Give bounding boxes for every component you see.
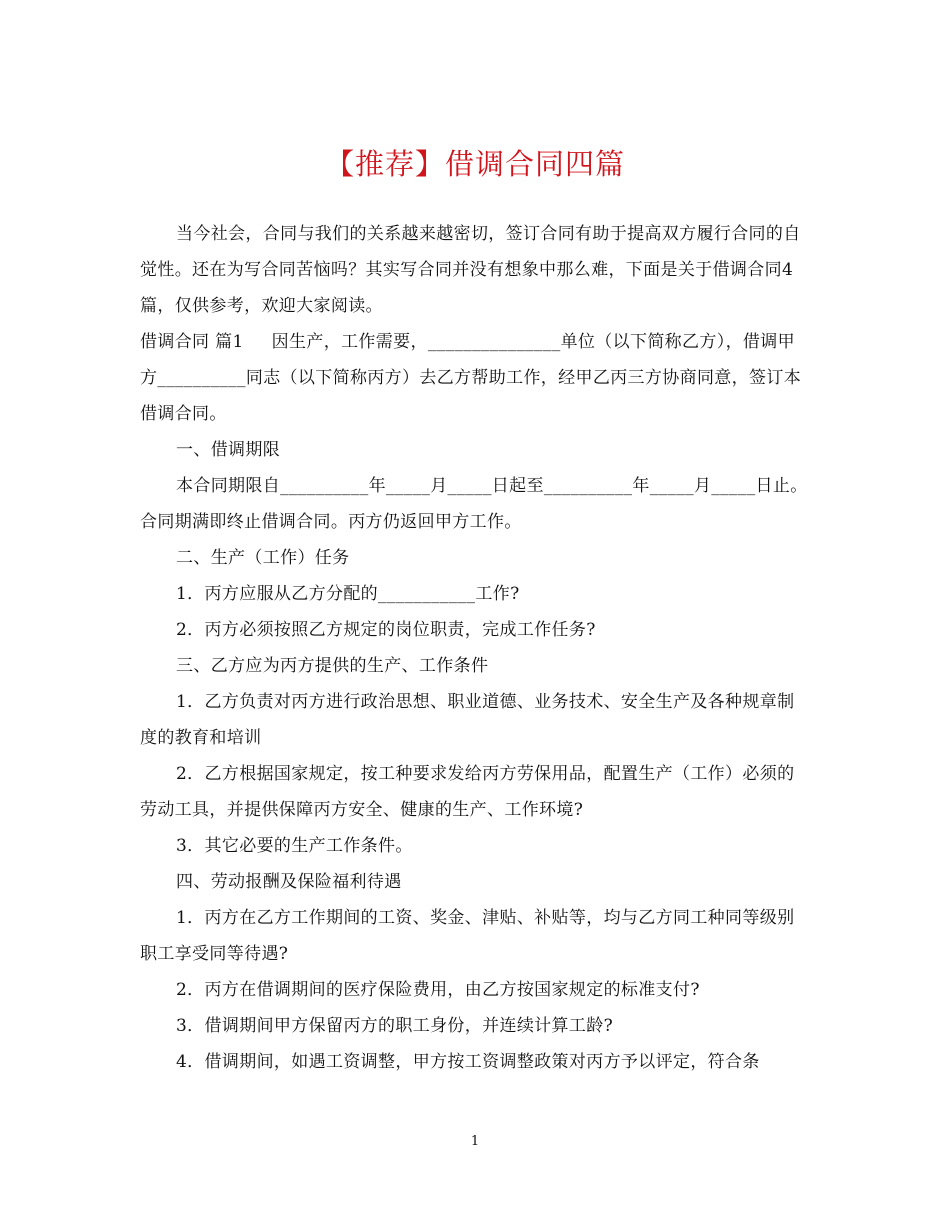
section-2-item-1: 1．丙方应服从乙方分配的___________工作?	[176, 584, 520, 604]
section-4-item-2: 2．丙方在借调期间的医疗保险费用，由乙方按国家规定的标准支付?	[176, 980, 700, 1000]
part-1-paragraph	[140, 324, 810, 432]
document-title: 【推荐】借调合同四篇	[324, 147, 625, 181]
section-2-item-2: 2．丙方必须按照乙方规定的岗位职责，完成工作任务?	[176, 620, 596, 640]
section-3-item-1: 1．乙方负责对丙方进行政治思想、职业道德、业务技术、安全生产及各种规章制度的教育和培训	[140, 692, 795, 748]
section-3-item-3: 3．其它必要的生产工作条件。	[176, 836, 413, 856]
intro-paragraph: 当今社会，合同与我们的关系越来越密切，签订合同有助于提高双方履行合同的自觉性。还在为写合同苦恼吗？其实写合同并没有想象中那么难，下面是关于借调合同4篇，仅供参考，欢迎大家阅读。	[140, 224, 801, 316]
part-text: 因生产，工作需要，_______________单位（以下简称乙方），借调甲方__________同志（以下简称丙方）去乙方帮助工作，经甲乙丙三方协商同意，签订本借调合同。	[140, 332, 802, 424]
page-number: 1	[470, 1134, 480, 1149]
section-1-heading: 一、借调期限	[176, 440, 281, 460]
section-4-item-1: 1．丙方在乙方工作期间的工资、奖金、津贴、补贴等，均与乙方同工种同等级别职工享受同等待遇?	[140, 908, 795, 964]
part-label: 借调合同 篇1	[140, 332, 244, 352]
document-body	[140, 216, 810, 1080]
section-2-heading: 二、生产（工作）任务	[176, 548, 350, 568]
section-1-text: 本合同期限自__________年_____月_____日起至__________年_____月_____日止。合同期满即终止借调合同。丙方仍返回甲方工作。	[140, 476, 808, 532]
section-3-item-2: 2．乙方根据国家规定，按工种要求发给丙方劳保用品，配置生产（工作）必须的劳动工具，并提供保障丙方安全、健康的生产、工作环境?	[140, 764, 795, 820]
section-4-item-4: 4．借调期间，如遇工资调整，甲方按工资调整政策对丙方予以评定，符合条	[176, 1052, 760, 1072]
section-4-heading: 四、劳动报酬及保险福利待遇	[176, 872, 402, 892]
section-4-item-3: 3．借调期间甲方保留丙方的职工身份，并连续计算工龄?	[176, 1016, 614, 1036]
section-3-heading: 三、乙方应为丙方提供的生产、工作条件	[176, 656, 489, 676]
